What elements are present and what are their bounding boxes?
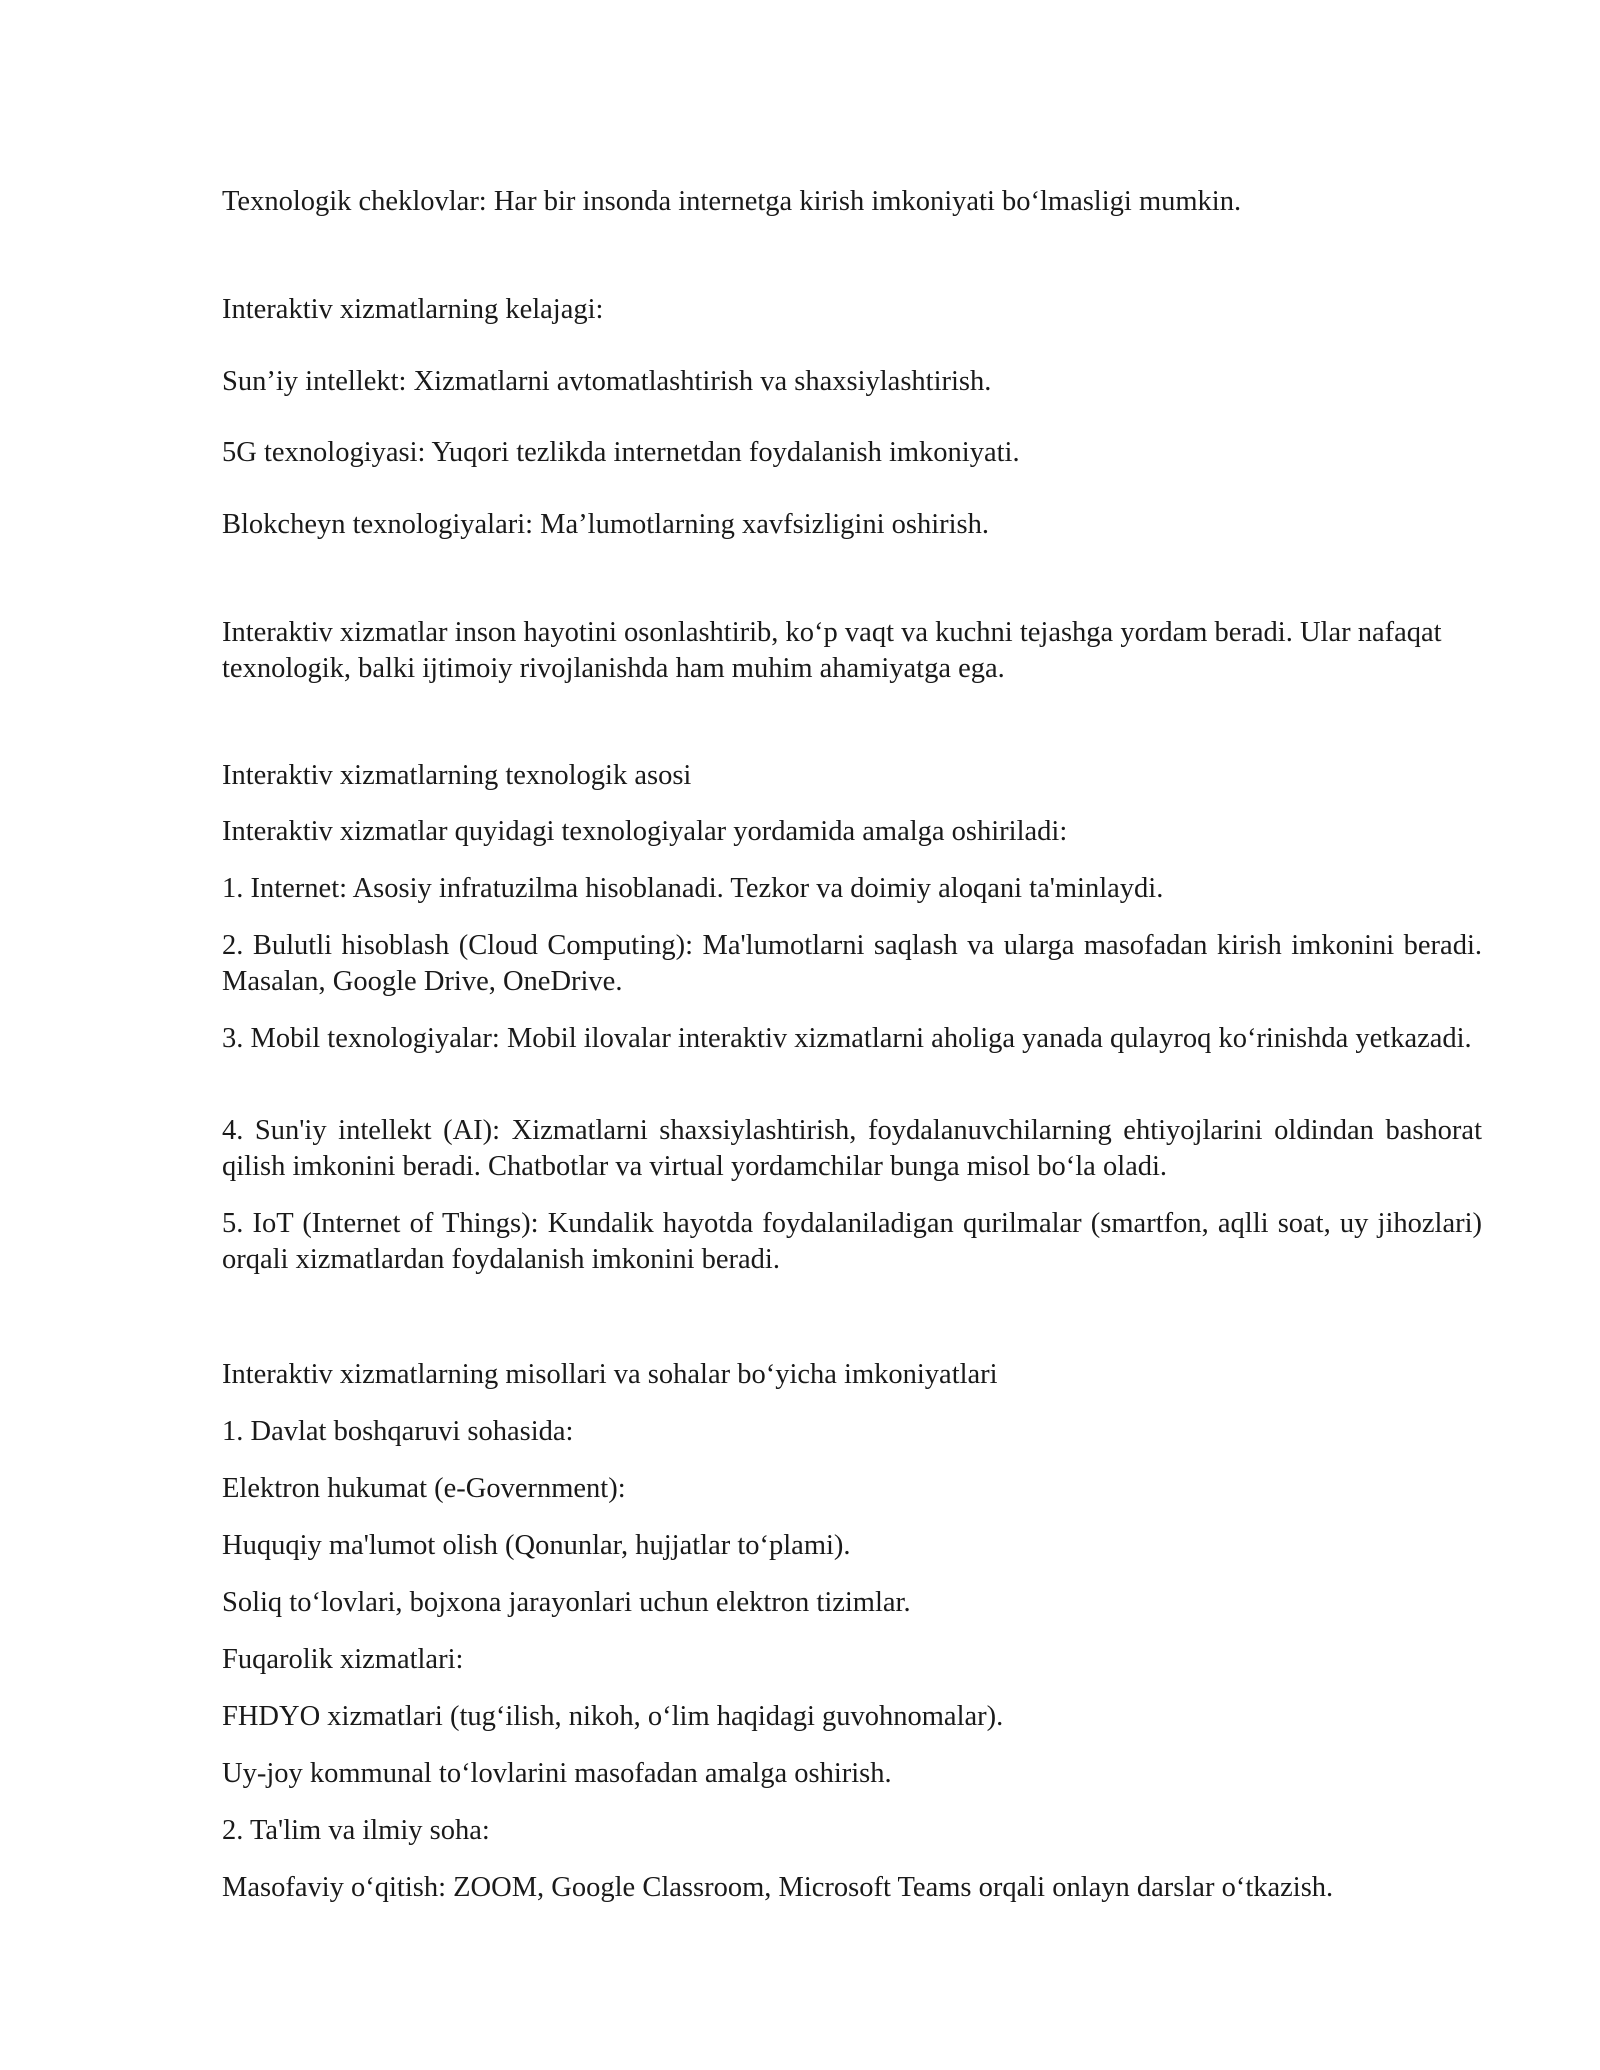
paragraph-summary: Interaktiv xizmatlar inson hayotini osonlashtirib, ko‘p vaqt va kuchni tejashga yordam beradi. Ular nafaqat texnologik, balki ijtimoiy rivojlanishda ham muhim ahamiyatga ega.: [222, 617, 1442, 684]
paragraph-utilities: Uy-joy kommunal to‘lovlarini masofadan amalga oshirish.: [222, 1758, 892, 1789]
paragraph-legal-info: Huquqiy ma'lumot olish (Qonunlar, hujjatlar to‘plami).: [222, 1530, 851, 1561]
heading-future: Interaktiv xizmatlarning kelajagi:: [222, 294, 604, 325]
list-item-internet: 1. Internet: Asosiy infratuzilma hisoblanadi. Tezkor va doimiy aloqani ta'minlaydi.: [222, 873, 1164, 904]
paragraph-fhdyo: FHDYO xizmatlari (tug‘ilish, nikoh, o‘lim haqidagi guvohnomalar).: [222, 1701, 1004, 1732]
paragraph-distance-learning: Masofaviy o‘qitish: ZOOM, Google Classroom, Microsoft Teams orqali onlayn darslar o‘tkazish.: [222, 1872, 1334, 1903]
paragraph-egov: Elektron hukumat (e-Government):: [222, 1473, 626, 1504]
paragraph-education: 2. Ta'lim va ilmiy soha:: [222, 1815, 490, 1846]
heading-examples: Interaktiv xizmatlarning misollari va sohalar bo‘yicha imkoniyatlari: [222, 1359, 998, 1390]
list-item-mobile: 3. Mobil texnologiyalar: Mobil ilovalar interaktiv xizmatlarni aholiga yanada qulayroq ko‘rinishda yetkazadi.: [222, 1023, 1472, 1054]
heading-tech-basis: Interaktiv xizmatlarning texnologik asosi: [222, 760, 692, 791]
paragraph-5g: 5G texnologiyasi: Yuqori tezlikda internetdan foydalanish imkoniyati.: [222, 437, 1020, 468]
paragraph-tax: Soliq to‘lovlari, bojxona jarayonlari uchun elektron tizimlar.: [222, 1587, 911, 1618]
list-item-cloud: 2. Bulutli hisoblash (Cloud Computing): Ma'lumotlarni saqlash va ularga masofadan kirish imkonini beradi. Masalan, Google Drive, OneDrive.: [222, 930, 1482, 997]
paragraph-ai: Sun’iy intellekt: Xizmatlarni avtomatlashtirish va shaxsiylashtirish.: [222, 366, 992, 397]
paragraph-tech-intro: Interaktiv xizmatlar quyidagi texnologiyalar yordamida amalga oshiriladi:: [222, 816, 1068, 847]
paragraph-blockchain: Blokcheyn texnologiyalari: Ma’lumotlarning xavfsizligini oshirish.: [222, 509, 989, 540]
paragraph-tech-limitations: Texnologik cheklovlar: Har bir insonda internetga kirish imkoniyati bo‘lmasligi mumkin.: [222, 186, 1242, 217]
list-item-ai: 4. Sun'iy intellekt (AI): Xizmatlarni shaxsiylashtirish, foydalanuvchilarning ehtiyojlarini oldindan bashorat qilish imkonini beradi. Chatbotlar va virtual yordamchilar bunga misol bo‘la oladi.: [222, 1115, 1482, 1182]
paragraph-civil-services: Fuqarolik xizmatlari:: [222, 1644, 464, 1675]
paragraph-government: 1. Davlat boshqaruvi sohasida:: [222, 1416, 574, 1447]
list-item-iot: 5. IoT (Internet of Things): Kundalik hayotda foydalaniladigan qurilmalar (smartfon, aqlli soat, uy jihozlari) orqali xizmatlardan foydalanish imkonini beradi.: [222, 1208, 1482, 1275]
